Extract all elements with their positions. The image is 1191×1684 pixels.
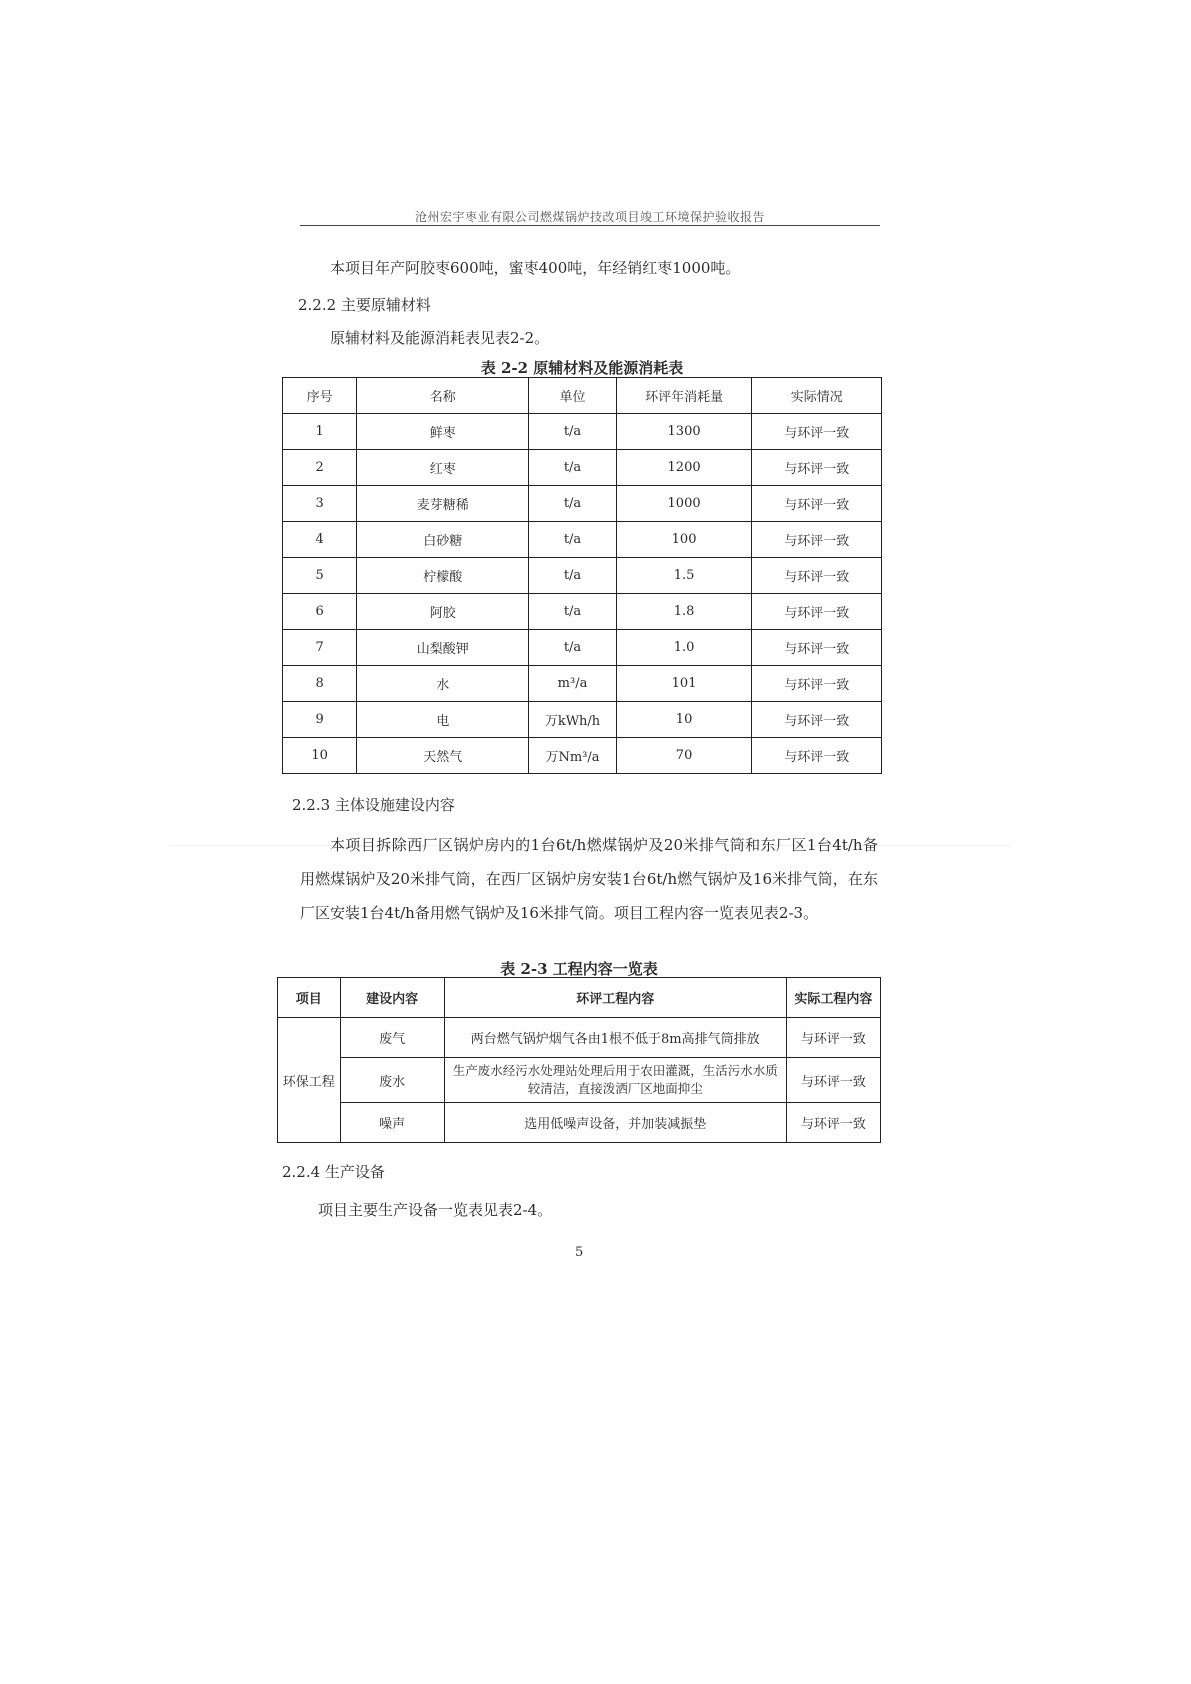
table-row [283, 630, 882, 666]
cell-amount: 1.5 [616, 558, 752, 594]
table-row [283, 666, 882, 702]
section-heading-2-2-2: 2.2.2 主要原辅材料 [298, 296, 431, 314]
cell-index: 4 [283, 522, 357, 558]
section-text-2-2-4: 项目主要生产设备一览表见表2-4。 [318, 1201, 553, 1219]
section-heading-2-2-4: 2.2.4 生产设备 [282, 1163, 385, 1181]
table-header-row [283, 378, 882, 414]
header-cell: 序号 [283, 378, 357, 414]
cell-index: 3 [283, 486, 357, 522]
cell-index: 10 [283, 738, 357, 774]
section-text-2-2-3: 本项目拆除西厂区锅炉房内的1台6t/h燃煤锅炉及20米排气筒和东厂区1台4t/h备用燃煤锅炉及20米排气筒，在西厂区锅炉房安装1台6t/h燃气锅炉及16米排气筒，在东厂区安装1台4t/h备用燃气锅炉及16米排气筒。项目工程内容一览表见表2-3。 [300, 836, 878, 922]
cell-amount: 1200 [616, 450, 752, 486]
table-caption-2-3: 表 2-3 工程内容一览表 [500, 960, 658, 978]
cell-index: 9 [283, 702, 357, 738]
page-number: 5 [575, 1245, 584, 1260]
cell-name: 水 [357, 666, 529, 702]
cell-item: 废水 [340, 1058, 444, 1103]
cell-name: 白砂糖 [357, 522, 529, 558]
cell-amount: 1.0 [616, 630, 752, 666]
cell-plan: 选用低噪声设备，并加装减振垫 [444, 1103, 786, 1143]
table-row [283, 450, 882, 486]
cell-amount: 1000 [616, 486, 752, 522]
cell-name: 电 [357, 702, 529, 738]
cell-name: 鲜枣 [357, 414, 529, 450]
cell-plan: 两台燃气锅炉烟气各由1根不低于8m高排气筒排放 [444, 1018, 786, 1058]
cell-status: 与环评一致 [752, 594, 882, 630]
cell-item: 废气 [340, 1018, 444, 1058]
materials-table [282, 377, 882, 774]
cell-unit: m³/a [529, 666, 616, 702]
cell-status: 与环评一致 [752, 738, 882, 774]
engineering-table [277, 977, 881, 1143]
cell-status: 与环评一致 [752, 702, 882, 738]
cell-status: 与环评一致 [752, 630, 882, 666]
cell-status: 与环评一致 [752, 450, 882, 486]
cell-status: 与环评一致 [752, 666, 882, 702]
table-row [278, 1103, 881, 1143]
header-cell: 实际情况 [752, 378, 882, 414]
header-cell: 实际工程内容 [786, 978, 880, 1018]
cell-amount: 70 [616, 738, 752, 774]
cell-name: 阿胶 [357, 594, 529, 630]
table-row [283, 522, 882, 558]
cell-index: 8 [283, 666, 357, 702]
cell-unit: t/a [529, 558, 616, 594]
cell-name: 麦芽糖稀 [357, 486, 529, 522]
cell-item: 噪声 [340, 1103, 444, 1143]
section-heading-2-2-3: 2.2.3 主体设施建设内容 [292, 796, 455, 814]
intro-line: 本项目年产阿胶枣600吨，蜜枣400吨，年经销红枣1000吨。 [330, 259, 741, 277]
cell-amount: 101 [616, 666, 752, 702]
cell-unit: 万Nm³/a [529, 738, 616, 774]
cell-index: 1 [283, 414, 357, 450]
cell-group: 环保工程 [278, 1018, 341, 1143]
header-cell: 项目 [278, 978, 341, 1018]
cell-amount: 100 [616, 522, 752, 558]
cell-amount: 1300 [616, 414, 752, 450]
header-cell: 名称 [357, 378, 529, 414]
cell-actual: 与环评一致 [786, 1103, 880, 1143]
cell-name: 天然气 [357, 738, 529, 774]
cell-index: 6 [283, 594, 357, 630]
table-row [283, 486, 882, 522]
cell-name: 山梨酸钾 [357, 630, 529, 666]
page-header: 沧州宏宇枣业有限公司燃煤锅炉技改项目竣工环境保护验收报告 [414, 210, 765, 224]
header-rule [300, 225, 880, 226]
table-row [278, 1018, 881, 1058]
header-cell: 建设内容 [340, 978, 444, 1018]
cell-unit: t/a [529, 630, 616, 666]
header-cell: 单位 [529, 378, 616, 414]
section-text-2-2-2: 原辅材料及能源消耗表见表2-2。 [330, 329, 550, 347]
header-cell: 环评年消耗量 [616, 378, 752, 414]
cell-status: 与环评一致 [752, 486, 882, 522]
cell-amount: 1.8 [616, 594, 752, 630]
cell-unit: t/a [529, 594, 616, 630]
cell-unit: t/a [529, 522, 616, 558]
cell-unit: t/a [529, 486, 616, 522]
cell-unit: t/a [529, 414, 616, 450]
table-header-row [278, 978, 881, 1018]
table-row [283, 738, 882, 774]
cell-index: 7 [283, 630, 357, 666]
cell-amount: 10 [616, 702, 752, 738]
cell-unit: t/a [529, 450, 616, 486]
cell-index: 5 [283, 558, 357, 594]
table-row [283, 594, 882, 630]
cell-actual: 与环评一致 [786, 1018, 880, 1058]
table-row [283, 414, 882, 450]
cell-status: 与环评一致 [752, 522, 882, 558]
cell-actual: 与环评一致 [786, 1058, 880, 1103]
cell-name: 柠檬酸 [357, 558, 529, 594]
table-caption-2-2: 表 2-2 原辅材料及能源消耗表 [480, 359, 684, 377]
cell-plan: 生产废水经污水处理站处理后用于农田灌溉，生活污水水质较清洁，直接泼洒厂区地面抑尘 [444, 1058, 786, 1103]
cell-status: 与环评一致 [752, 414, 882, 450]
table-row [283, 558, 882, 594]
cell-name: 红枣 [357, 450, 529, 486]
cell-index: 2 [283, 450, 357, 486]
header-cell: 环评工程内容 [444, 978, 786, 1018]
cell-status: 与环评一致 [752, 558, 882, 594]
cell-unit: 万kWh/h [529, 702, 616, 738]
table-row [278, 1058, 881, 1103]
table-row [283, 702, 882, 738]
